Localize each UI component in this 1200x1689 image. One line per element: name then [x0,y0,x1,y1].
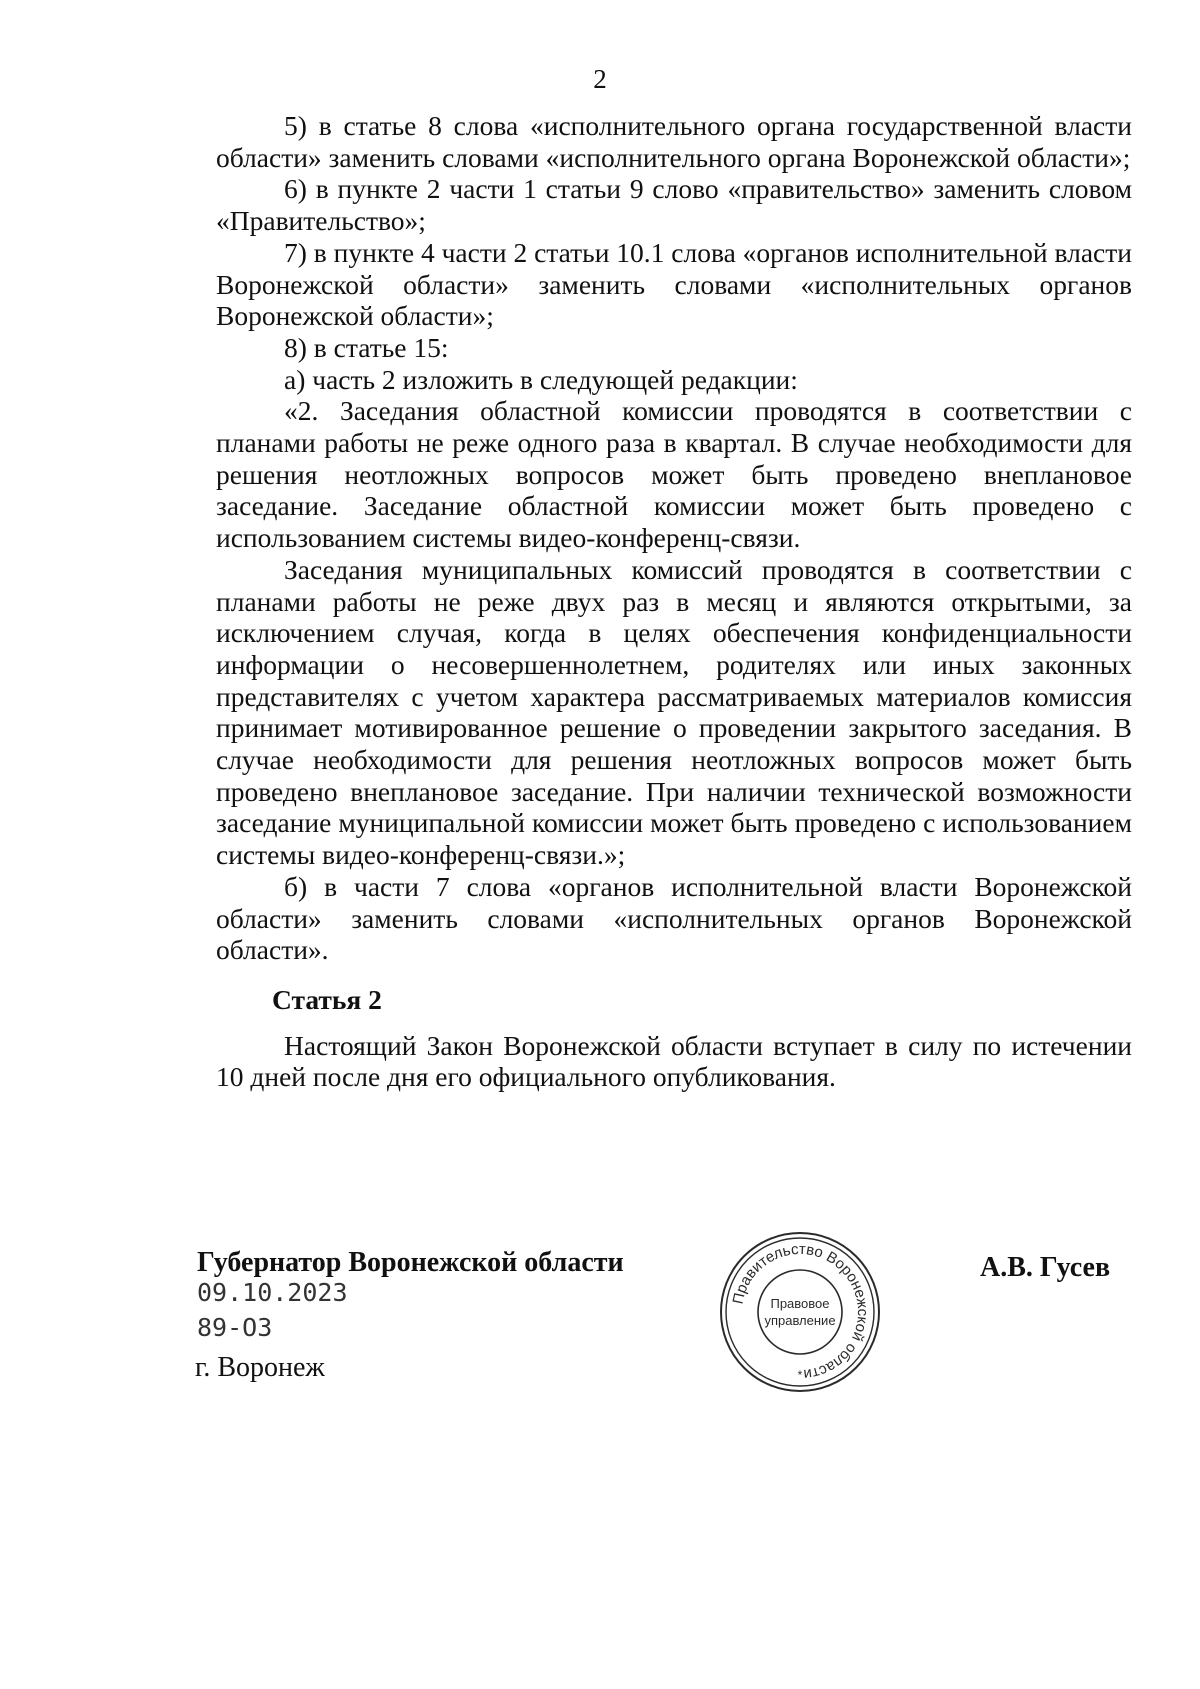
governor-title: Губернатор Воронежской области [197,1247,624,1278]
paragraph-item-6: 6) в пункте 2 части 1 статьи 9 слово «правительство» заменить словом «Правительство»; [216,173,1132,237]
paragraph-item-7: 7) в пункте 4 части 2 статьи 10.1 слова «органов исполнительной власти Воронежской области» заменить словами «исполнительных органов Воронежской области»; [216,236,1132,332]
stamp-ring-text: Правительство Воронежской области [729,1240,872,1383]
official-stamp [718,1230,882,1394]
law-number: 89-ОЗ [197,1313,273,1342]
city: г. Воронеж [195,1352,325,1383]
stamp-seal-icon [718,1230,882,1394]
stamp-center-line-2: управление [764,1313,836,1328]
paragraph-item-5: 5) в статье 8 слова «исполнительного органа государственной власти области» заменить словами «исполнительного органа Воронежской области»; [216,110,1132,173]
paragraph-subitem-b: б) в части 7 слова «органов исполнительной власти Воронежской области» заменить словами «исполнительных органов Воронежской области». [216,870,1132,966]
document-body [216,110,1132,1093]
stamp-star-icon: * [797,1368,803,1382]
signed-date: 09.10.2023 [197,1278,348,1307]
paragraph-quote-part-2: «2. Заседания областной комиссии проводятся в соответствии с планами работы не реже одного раза в квартал. В случае необходимости для решения неотложных вопросов может быть проведено внеплановое заседание. Заседание областной комиссии может быть проведено с использованием системы видео-конференц-связи. [216,395,1132,554]
article-2-text: Настоящий Закон Воронежской области вступает в силу по истечении 10 дней после дня его официального опубликования. [216,1029,1132,1093]
article-2-heading: Статья 2 [272,983,382,1015]
governor-name: А.В. Гусев [980,1252,1111,1283]
paragraph-municipal-commissions: Заседания муниципальных комиссий проводятся в соответствии с планами работы не реже двух раз в месяц и являются открытыми, за исключением случая, когда в целях обеспечения конфиденциальности информации о несовершеннолетнем, родителях или иных законных представителях с учетом характера рассматриваемых материалов комиссия принимает мотивированное решение о проведении закрытого заседания. В случае необходимости для решения неотложных вопросов может быть проведено внеплановое заседание. При наличии технической возможности заседание муниципальной комиссии может быть проведено с использованием системы видео-конференц-связи.»; [216,553,1132,871]
page-number: 2 [593,64,607,94]
paragraph-subitem-a: а) часть 2 изложить в следующей редакции: [284,363,798,395]
stamp-center-line-1: Правовое [770,1296,830,1311]
paragraph-item-8: 8) в статье 15: [284,331,449,363]
